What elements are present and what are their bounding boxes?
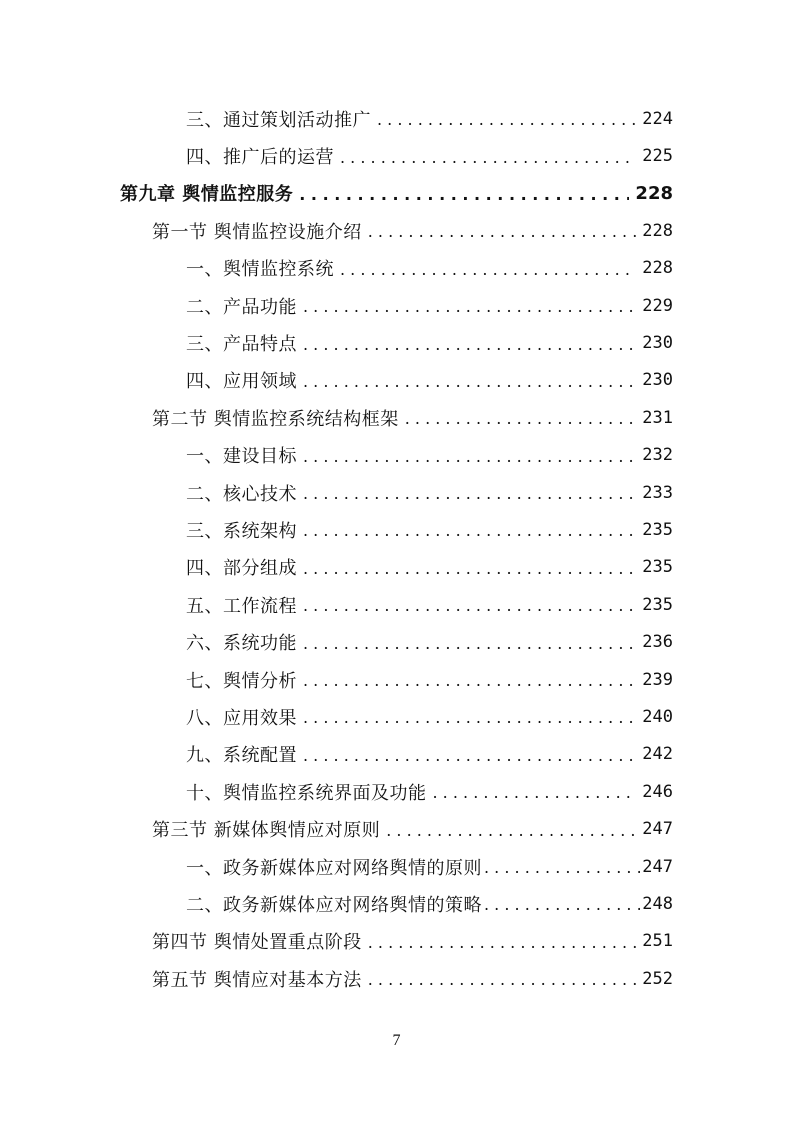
dot-leader: [386, 821, 636, 840]
toc-entry-page: 247: [642, 856, 673, 877]
toc-entry-title: 第二节 舆情监控系统结构框架: [152, 408, 399, 430]
table-of-contents: [0, 100, 793, 997]
toc-entry-title: 三、产品特点: [186, 334, 297, 356]
toc-entry-item[interactable]: [0, 586, 793, 623]
dot-leader: [303, 596, 636, 615]
toc-entry-title: 第四节 舆情处置重点阶段: [152, 932, 362, 954]
toc-entry-page: 228: [642, 258, 673, 279]
toc-entry-title: 三、系统架构: [186, 520, 297, 542]
toc-entry-section[interactable]: [0, 399, 793, 436]
toc-entry-item[interactable]: [0, 885, 793, 922]
dot-leader: [303, 372, 636, 391]
toc-entry-page: 225: [642, 146, 673, 167]
toc-entry-page: 233: [642, 482, 673, 503]
toc-entry-title: 八、应用效果: [186, 707, 297, 729]
toc-entry-page: 236: [642, 632, 673, 653]
dot-leader: [484, 895, 640, 914]
toc-entry-page: 232: [642, 445, 673, 466]
dot-leader: [484, 858, 640, 877]
dot-leader: [303, 708, 636, 727]
toc-entry-title: 第五节 舆情应对基本方法: [152, 969, 362, 991]
toc-entry-title: 一、舆情监控系统: [186, 259, 334, 281]
toc-entry-title: 四、部分组成: [186, 558, 297, 580]
toc-entry-item[interactable]: [0, 100, 793, 137]
dot-leader: [303, 671, 636, 690]
toc-entry-title: 第九章 舆情监控服务: [120, 184, 294, 206]
toc-entry-item[interactable]: [0, 661, 793, 698]
toc-entry-page: 229: [642, 295, 673, 316]
toc-entry-item[interactable]: [0, 736, 793, 773]
toc-entry-item[interactable]: [0, 848, 793, 885]
toc-entry-page: 248: [642, 893, 673, 914]
dot-leader: [303, 559, 636, 578]
dot-leader: [303, 447, 636, 466]
toc-entry-page: 231: [642, 407, 673, 428]
toc-entry-title: 一、政务新媒体应对网络舆情的原则: [186, 857, 482, 879]
toc-entry-page: 251: [642, 931, 673, 952]
dot-leader: [368, 933, 637, 952]
toc-entry-item[interactable]: [0, 474, 793, 511]
toc-entry-item[interactable]: [0, 549, 793, 586]
dot-leader: [340, 148, 636, 167]
toc-entry-title: 二、政务新媒体应对网络舆情的策略: [186, 894, 482, 916]
toc-entry-title: 七、舆情分析: [186, 670, 297, 692]
toc-entry-item[interactable]: [0, 137, 793, 174]
dot-leader: [433, 783, 637, 802]
toc-entry-item[interactable]: [0, 698, 793, 735]
toc-entry-page: 228: [642, 220, 673, 241]
toc-entry-page: 252: [642, 968, 673, 989]
toc-entry-item[interactable]: [0, 250, 793, 287]
toc-entry-page: 224: [642, 108, 673, 129]
toc-entry-title: 二、产品功能: [186, 296, 297, 318]
toc-entry-section[interactable]: [0, 960, 793, 997]
toc-entry-item[interactable]: [0, 437, 793, 474]
toc-entry-title: 四、应用领域: [186, 371, 297, 393]
toc-entry-title: 三、通过策划活动推广: [186, 109, 371, 131]
dot-leader: [377, 110, 636, 129]
toc-entry-page: 242: [642, 744, 673, 765]
toc-entry-title: 十、舆情监控系统界面及功能: [186, 782, 427, 804]
toc-entry-item[interactable]: [0, 324, 793, 361]
toc-entry-item[interactable]: [0, 362, 793, 399]
toc-entry-page: 235: [642, 519, 673, 540]
toc-entry-page: 239: [642, 669, 673, 690]
toc-entry-page: 230: [642, 333, 673, 354]
toc-entry-section[interactable]: [0, 810, 793, 847]
toc-entry-page: 246: [642, 781, 673, 802]
toc-entry-item[interactable]: [0, 511, 793, 548]
dot-leader: [299, 185, 629, 204]
toc-entry-title: 九、系统配置: [186, 745, 297, 767]
page-number: 7: [392, 1032, 401, 1049]
dot-leader: [405, 409, 637, 428]
toc-entry-section[interactable]: [0, 923, 793, 960]
toc-entry-item[interactable]: [0, 287, 793, 324]
toc-entry-page: 235: [642, 557, 673, 578]
toc-entry-page: 235: [642, 594, 673, 615]
dot-leader: [368, 970, 637, 989]
dot-leader: [340, 260, 636, 279]
toc-entry-title: 一、建设目标: [186, 446, 297, 468]
toc-entry-title: 五、工作流程: [186, 595, 297, 617]
toc-entry-page: 240: [642, 706, 673, 727]
toc-entry-title: 二、核心技术: [186, 483, 297, 505]
toc-entry-title: 六、系统功能: [186, 633, 297, 655]
toc-entry-chapter[interactable]: [0, 175, 793, 212]
dot-leader: [303, 746, 636, 765]
toc-entry-title: 第一节 舆情监控设施介绍: [152, 221, 362, 243]
dot-leader: [303, 484, 636, 503]
dot-leader: [368, 222, 637, 241]
toc-entry-item[interactable]: [0, 623, 793, 660]
toc-entry-page: 247: [642, 819, 673, 840]
dot-leader: [303, 521, 636, 540]
toc-entry-page: 228: [635, 182, 673, 204]
toc-entry-title: 第三节 新媒体舆情应对原则: [152, 820, 381, 842]
toc-entry-section[interactable]: [0, 212, 793, 249]
dot-leader: [303, 297, 636, 316]
toc-entry-page: 230: [642, 370, 673, 391]
toc-entry-title: 四、推广后的运营: [186, 147, 334, 169]
dot-leader: [303, 634, 636, 653]
toc-entry-item[interactable]: [0, 773, 793, 810]
dot-leader: [303, 335, 636, 354]
